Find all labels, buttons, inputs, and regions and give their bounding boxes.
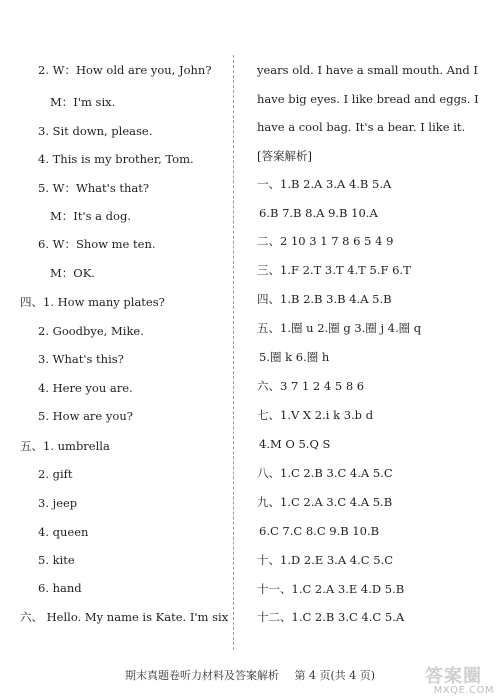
- left-column-line: 五、1. umbrella: [20, 439, 110, 453]
- footer-title: 期末真题卷听力材料及答案解析: [124, 669, 279, 682]
- right-column-line: 十、1.D 2.E 3.A 4.C 5.C: [257, 553, 394, 567]
- left-column-line: 5. How are you?: [38, 409, 133, 423]
- left-column-line: 六、 Hello. My name is Kate. I'm six: [20, 610, 229, 624]
- right-column-line: [答案解析]: [257, 149, 312, 163]
- left-column-line: 2. W：How old are you, John?: [38, 63, 212, 77]
- column-divider: [233, 55, 235, 650]
- left-column-line: 6. hand: [38, 581, 82, 595]
- left-column-line: 4. queen: [38, 525, 89, 539]
- left-column-line: M：I'm six.: [50, 95, 116, 109]
- footer-page-number: 第 4 页(共 4 页): [294, 669, 376, 682]
- left-column-line: M：It's a dog.: [50, 209, 131, 223]
- right-column-line: 4.M O 5.Q S: [259, 437, 331, 451]
- left-column-line: 3. jeep: [38, 496, 78, 510]
- watermark-logo: [416, 662, 494, 696]
- right-column-line: 九、1.C 2.A 3.C 4.A 5.B: [257, 495, 393, 509]
- right-column-line: 十一、1.C 2.A 3.E 4.D 5.B: [257, 582, 405, 596]
- left-column-line: 3. Sit down, please.: [38, 124, 153, 138]
- left-column-line: 2. gift: [38, 467, 73, 481]
- right-column-line: 三、1.F 2.T 3.T 4.T 5.F 6.T: [257, 263, 411, 277]
- right-column-line: 六、3 7 1 2 4 5 8 6: [257, 379, 365, 393]
- left-column-line: 3. What's this?: [38, 352, 124, 366]
- right-column-line: years old. I have a small mouth. And I: [257, 63, 478, 77]
- right-column-line: 5.圈 k 6.圈 h: [259, 350, 330, 364]
- right-column-line: 五、1.圈 u 2.圈 g 3.圈 j 4.圈 q: [257, 321, 422, 335]
- left-column-line: 6. W：Show me ten.: [38, 237, 156, 251]
- left-column-line: 5. kite: [38, 553, 75, 567]
- right-column-line: 二、2 10 3 1 7 8 6 5 4 9: [257, 234, 394, 248]
- right-column-line: 6.B 7.B 8.A 9.B 10.A: [259, 206, 378, 220]
- right-column-line: 四、1.B 2.B 3.B 4.A 5.B: [257, 292, 392, 306]
- left-column-line: 四、1. How many plates?: [20, 295, 165, 309]
- watermark-url: MXQE.COM: [433, 685, 494, 696]
- left-column-line: 5. W：What's that?: [38, 181, 150, 195]
- left-column-line: 4. This is my brother, Tom.: [38, 152, 194, 166]
- right-column-line: have a cool bag. It's a bear. I like it.: [257, 120, 466, 134]
- right-column-line: have big eyes. I like bread and eggs. I: [257, 92, 479, 106]
- left-column-line: 2. Goodbye, Mike.: [38, 324, 144, 338]
- left-column-line: M：OK.: [50, 266, 95, 280]
- watermark-text: 答案圈: [425, 666, 482, 687]
- left-column-line: 4. Here you are.: [38, 381, 133, 395]
- right-column-line: 一、1.B 2.A 3.A 4.B 5.A: [257, 177, 392, 191]
- right-column-line: 七、1.V X 2.i k 3.b d: [257, 408, 374, 422]
- right-column-line: 十二、1.C 2.B 3.C 4.C 5.A: [257, 610, 405, 624]
- right-column-line: 八、1.C 2.B 3.C 4.A 5.C: [257, 466, 393, 480]
- right-column-line: 6.C 7.C 8.C 9.B 10.B: [259, 524, 380, 538]
